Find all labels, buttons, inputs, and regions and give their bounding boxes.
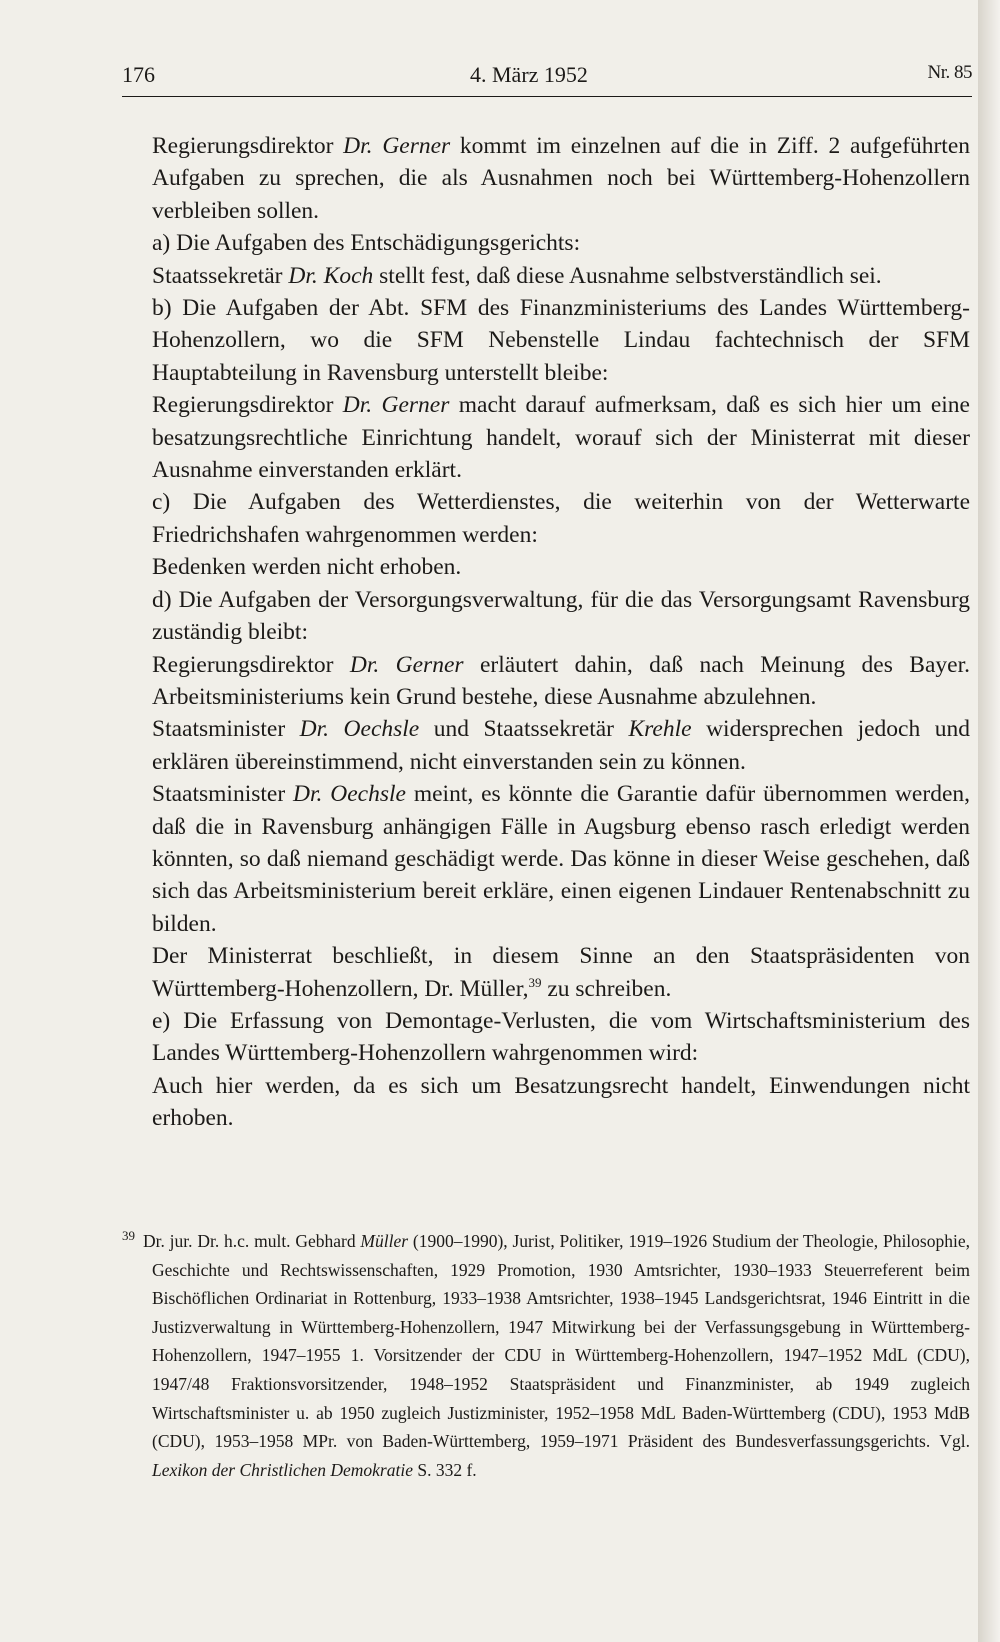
footnote-ref[interactable]: 39	[528, 974, 542, 990]
list-item-d: d) Die Aufgaben der Versorgungsverwaltung, für die das Versorgungsamt Ravensburg zuständig bleibt:	[152, 586, 970, 646]
paragraph: Regierungsdirektor Dr. Gerner erläutert dahin, daß nach Meinung des Bayer. Arbeitsministeriums kein Grund bestehe, diese Ausnahme abzulehnen.	[152, 651, 970, 710]
paragraph: Staatsminister Dr. Oechsle und Staatssekretär Krehle widersprechen jedoch und erklären übereinstimmend, nicht einverstanden sein zu können.	[152, 716, 970, 775]
paragraph: Regierungsdirektor Dr. Gerner macht darauf aufmerksam, daß es sich hier um eine besatzungsrechtliche Einrichtung handelt, worauf sich der Ministerrat mit dieser Ausnahme einverstanden erklärt.	[152, 392, 970, 484]
issue-number: Nr. 85	[927, 62, 972, 83]
list-item-c: c) Die Aufgaben des Wetterdienstes, die weiterhin von der Wetterwarte Friedrichshafen wahrgenommen werden:	[152, 489, 970, 548]
list-item-a: a) Die Aufgaben des Entschädigungsgerichts:	[152, 230, 581, 257]
paragraph: Staatssekretär Dr. Koch stellt fest, daß diese Ausnahme selbstverständlich sei.	[152, 262, 882, 289]
paragraph: Bedenken werden nicht erhoben.	[152, 554, 462, 581]
list-item-b: b) Die Aufgaben der Abt. SFM des Finanzministeriums des Landes Württemberg-Hohenzollern, wo die SFM Nebenstelle Lindau fachtechnisch der SFM Hauptabteilung in Ravensburg unterstellt bleibe:	[152, 295, 970, 386]
page-edge	[978, 0, 1000, 1642]
paragraph: Auch hier werden, da es sich um Besatzungsrecht handelt, Einwendungen nicht erhoben.	[152, 1072, 970, 1132]
running-head	[122, 62, 972, 94]
header-rule	[122, 96, 972, 97]
footnote: $^{39}$ Dr. jur. Dr. h.c. mult. Gebhard Müller (1900–1990), Jurist, Politiker, 1919–1926 Studium der Theologie, Philosophie, Geschichte und Rechtswissenschaften, 1929 Promotion, 1930 Amtsrichter, 1930–1933 Steuerreferent beim Bischöflichen Ordinariat in Rottenburg, 1933–1938 Amtsrichter, 1938–1945 Landsgerichtsrat, 1946 Eintritt in die Justizverwaltung in Württemberg-Hohenzollern, 1947 Mitwirkung bei der Verfassungsgebung in Württemberg-Hohenzollern, 1947–1955 1. Vorsitzender der CDU in Württemberg-Hohenzollern, 1947–1952 MdL (CDU), 1947/48 Fraktionsvorsitzender, 1948–1952 Staatspräsident und Finanzminister, ab 1949 zugleich Wirtschaftsminister u. ab 1950 zugleich Justizminister, 1952–1958 MdL Baden-Württemberg (CDU), 1953 MdB (CDU), 1953–1958 MPr. von Baden-Württemberg, 1959–1971 Präsident des Bundesverfassungsgerichts. Vgl. Lexikon der Christlichen Demokratie S. 332 f.	[122, 1228, 970, 1480]
paragraph: Staatsminister Dr. Oechsle meint, es könnte die Garantie dafür übernommen werden, daß die in Ravensburg anhängigen Fälle in Augsburg ebenso rasch erledigt werden könnten, so daß niemand geschädigt werde. Das könne in dieser Weise geschehen, daß sich das Arbeitsministerium bereit erkläre, einen eigenen Lindauer Rentenabschnitt zu bilden.	[152, 781, 970, 937]
paragraph: Der Ministerrat beschließt, in diesem Sinne an den Staatspräsidenten von Württemberg-Hohenzollern, Dr. Müller,$^{39}$ zu schreiben.	[152, 943, 970, 1002]
header-date: 4. März 1952	[470, 62, 588, 87]
footnote-mark: 39	[122, 1228, 135, 1243]
paragraph: Regierungsdirektor Dr. Gerner kommt im einzelnen auf die in Ziff. 2 aufgeführten Aufgaben zu sprechen, die als Ausnahmen noch bei Württemberg-Hohenzollern verbleiben sollen.	[152, 133, 971, 224]
list-item-e: e) Die Erfassung von Demontage-Verlusten, die vom Wirtschaftsministerium des Landes Württemberg-Hohenzollern wahrgenommen wird:	[152, 1007, 970, 1067]
main-text	[152, 130, 970, 1135]
page-number: 176	[122, 62, 155, 87]
